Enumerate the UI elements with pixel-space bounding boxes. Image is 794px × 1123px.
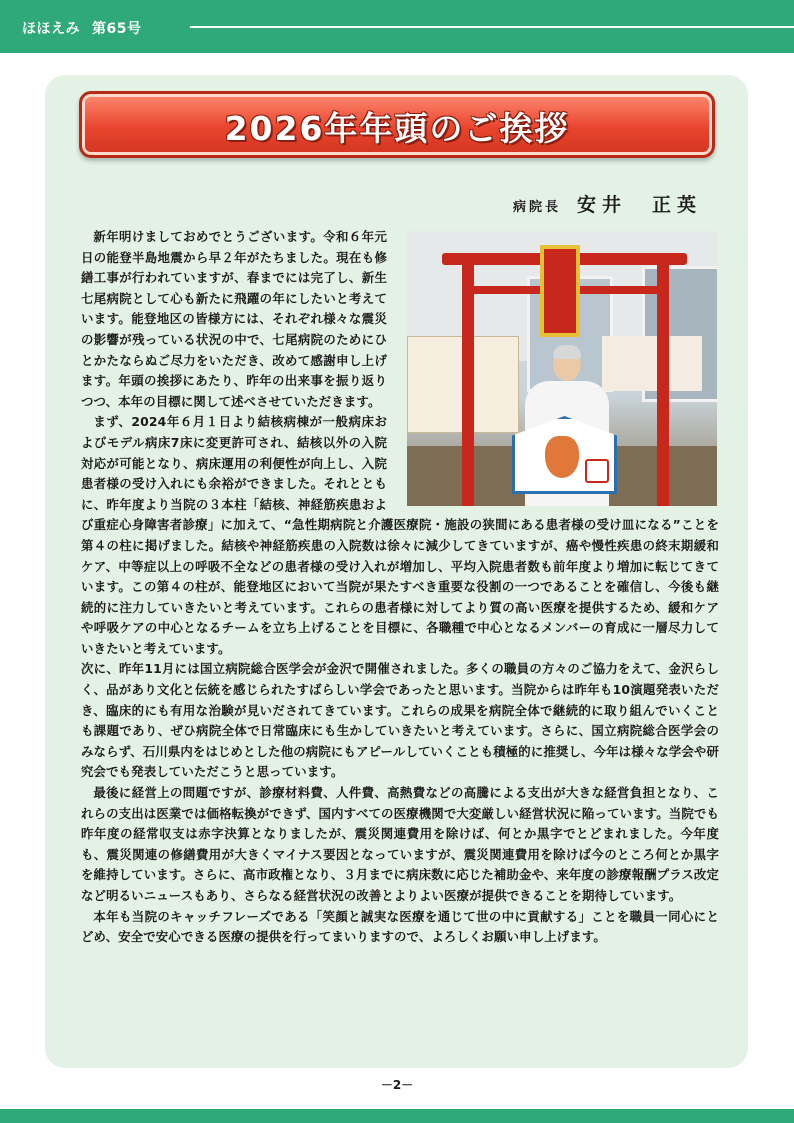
title-banner (79, 91, 715, 158)
footer-bar (0, 1109, 794, 1123)
paragraph: 本年も当院のキャッチフレーズである「笑顔と誠実な医療を通じて世の中に貢献する」ことを職員一同心にとどめ、安全で安心できる医療の提供を行ってまいりますので、よろしくお願い申し上げます。 (81, 908, 719, 945)
author-role: 病院長 (512, 200, 561, 215)
issue-number: 第65号 (92, 21, 142, 37)
header-rule (190, 26, 794, 28)
photo-space (387, 227, 719, 501)
paragraph: 最後に経営上の問題ですが、診療材料費、人件費、高熱費などの高騰による支出が大きな経営負担となり、これらの支出は医業では価格転換ができず、国内すべての医療機関で大変厳しい経営状況に陥っています。当院でも昨年度の経常収支は赤字決算となりましたが、震災関連費用を除けば、何とか黒字でとどまれました。今年度も、震災関連の修繕費用が大きくマイナス要因となっていますが、震災関連費用を除けば今のところ何とか黒字を維持しています。さらに、高市政権となり、３月までに病床数に応じた補助金や、来年度の診療報酬プラス改定など明るいニュースもあり、さらなる経営状況の改善とよりよい医療が提供できることを期待しています。 (81, 785, 719, 903)
issue-label (22, 18, 141, 38)
page-number: －2－ (380, 1078, 414, 1092)
paragraph: 次に、昨年11月には国立病院総合医学会が金沢で開催されました。多くの職員の方々のご協力をえて、金沢らしく、品があり文化と伝統を感じられたすばらしい学会であったと思います。当院からは昨年も10演題発表いただき、臨床的にも有用な治験が見いだされてきています。これらの成果を病院全体で継続的に取り組んでいくことも課題であり、ぜひ病院全体で日常臨床にも生かしていきたいと考えています。さらに、国立病院総合医学会のみならず、石川県内をはじめとした他の病院にもアピールしていくことも積極的に推奨し、今年は様々な学会や研究会でも発表していただこうと思っています。 (81, 661, 719, 780)
article-title: 2026年年頭のご挨拶 (224, 109, 570, 148)
author-name: 安井 正英 (576, 194, 702, 216)
article-body (81, 227, 719, 948)
paragraph: まず、2024年６月１日より結核病棟が一般病床およびモデル病床7床に変更許可され、結核以外の入院対応が可能となり、病床運用の利便性が向上し、入院患者様の受け入れにも余裕ができました。それとともに、昨年度より当院の３本柱「結核、神経筋疾患および重症心身障害者診療」に加えて、“急性期病院と介護医療院・施設の狭間にある患者様の受け皿になる”ことを第４の柱に掲げました。結核や神経筋疾患の入院数は徐々に減少してきていますが、癌や慢性疾患の終末期緩和ケア、中等症以上の呼吸不全などの患者様の受け入れが増加し、平均入院患者数も前年度より増加に転じてきています。この第４の柱が、能登地区において当院が果たすべき重要な役割の一つであることを確信し、今後も継続的に注力していきたいと考えています。これらの患者様に対してより質の高い医療を提供するため、緩和ケアや呼吸ケアの中心となるチームを立ち上げることを目標に、各職種で中心となるメンバーの育成に一層尽力していきたいと考えています。 (81, 414, 719, 656)
author-line (513, 190, 702, 217)
publication-name: ほほえみ (22, 21, 80, 37)
paragraph: 新年明けましておめでとうございます。令和６年元日の能登半島地震から早２年がたちました。現在も修繕工事が行われていますが、春までには完了し、新生七尾病院として心も新たに飛躍の年にしたいと考えています。能登地区の皆様方には、それぞれ様々な震災の影響が残っている状況の中で、七尾病院のためにひとかたならぬご尽力をいただき、改めて感謝申し上げます。年頭の挨拶にあたり、昨年の出来事を振り返りつつ、本年の目標に関して述べさせていただきます。 (81, 229, 387, 409)
header-bar (0, 0, 794, 53)
